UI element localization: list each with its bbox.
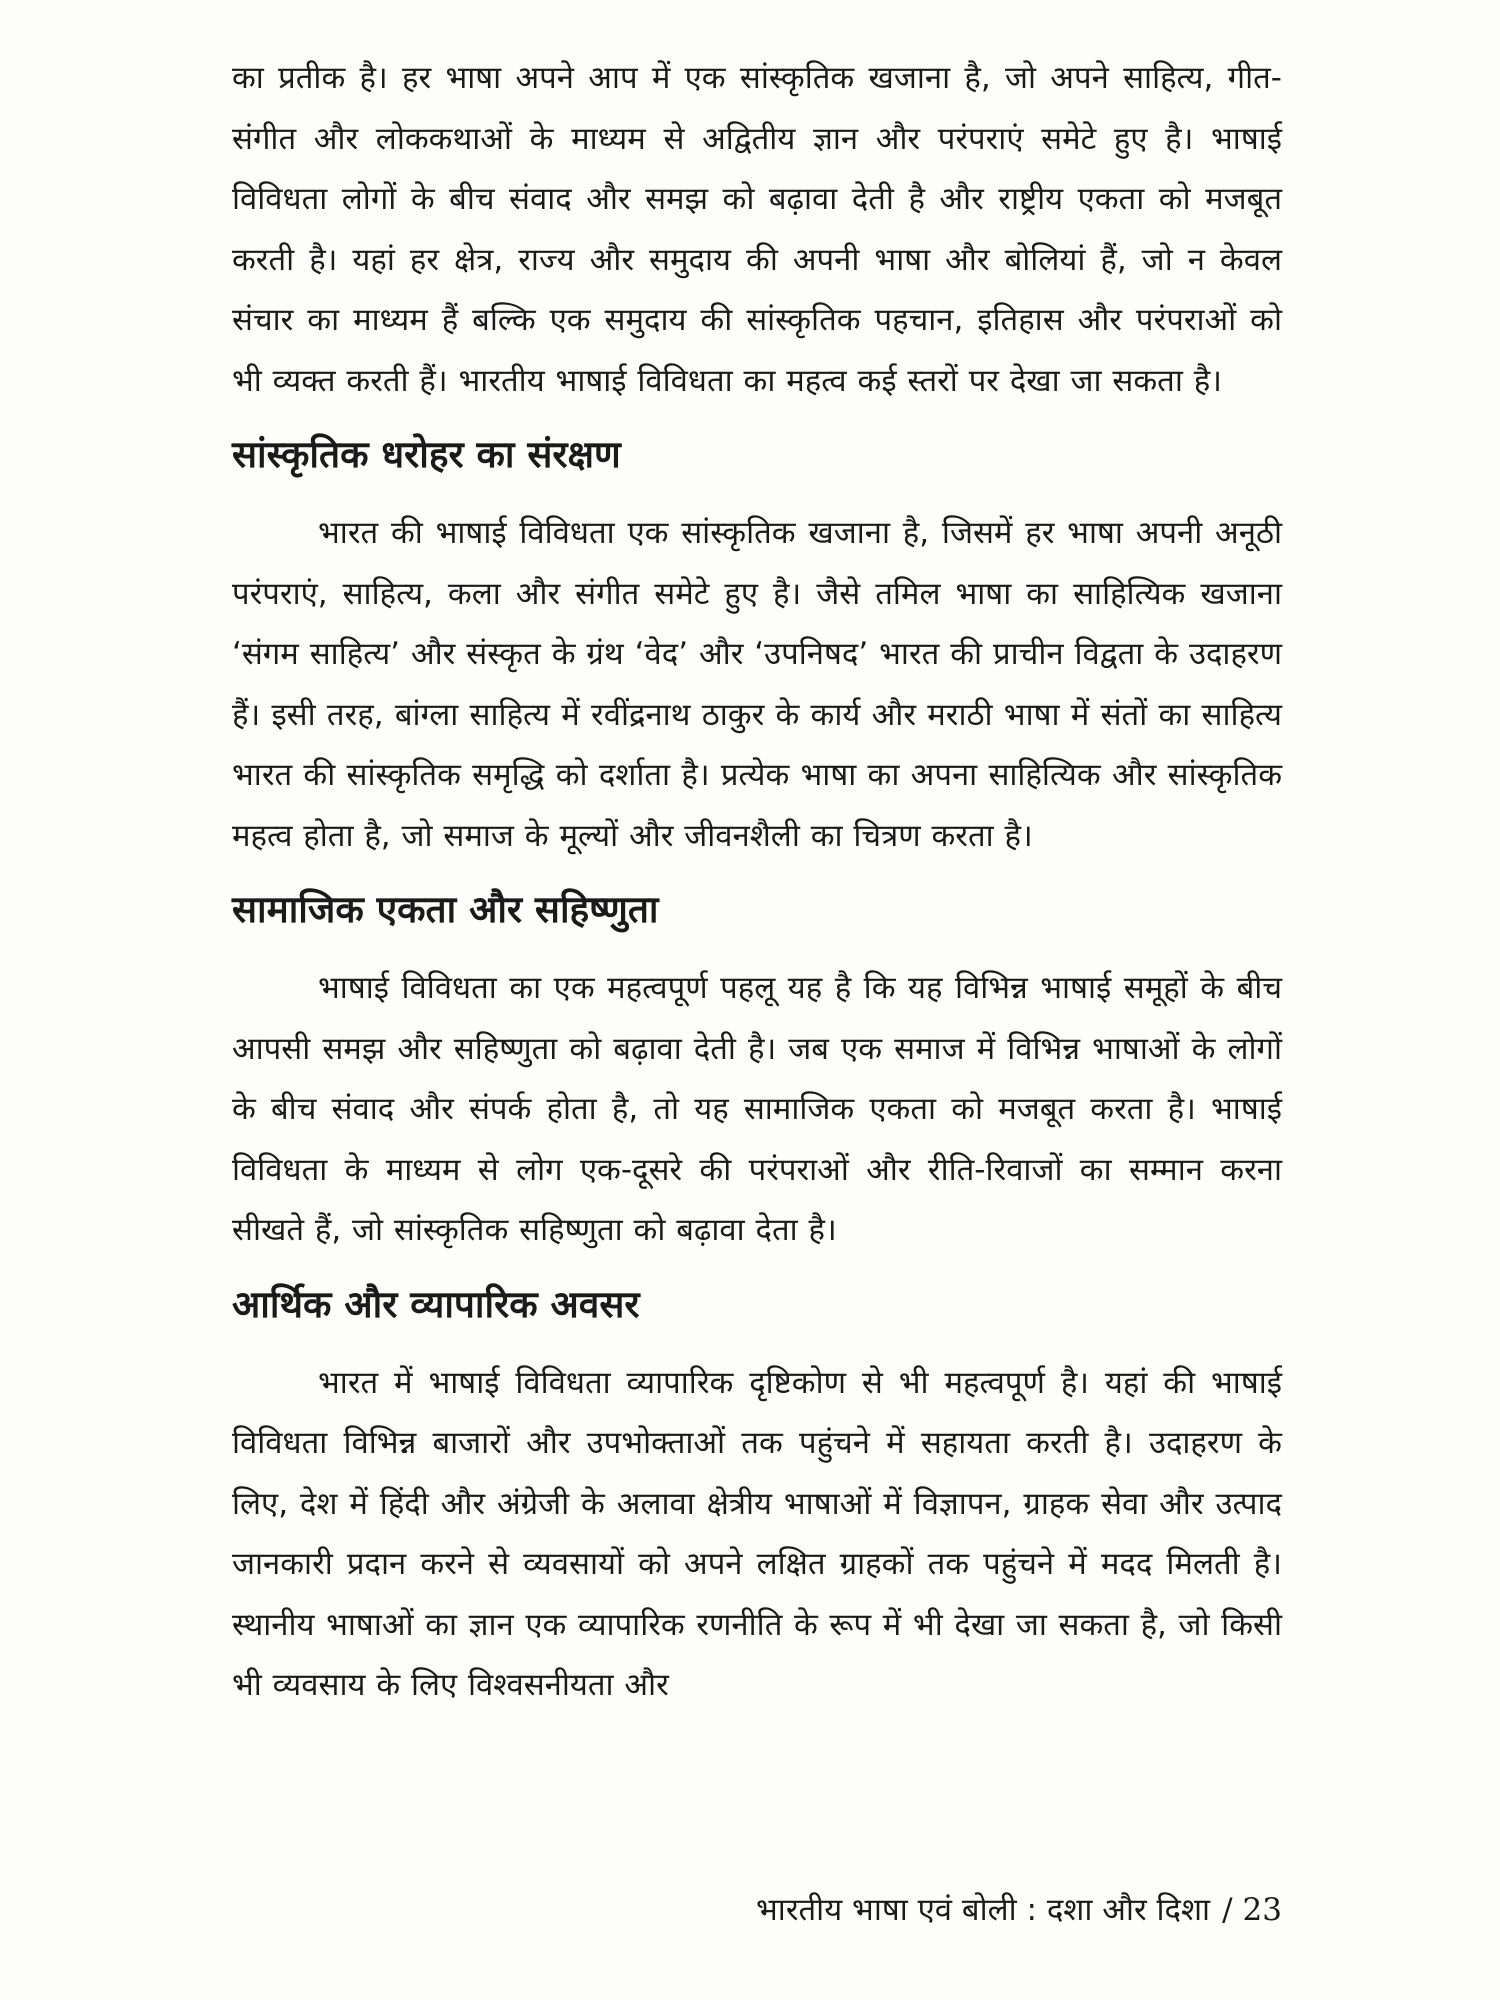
page-footer <box>232 1890 1282 1930</box>
section-heading-cultural-heritage: सांस्कृतिक धरोहर का संरक्षण <box>232 433 621 476</box>
page-number: 23 <box>1242 1892 1282 1928</box>
section-heading-social-unity: सामाजिक एकता और सहिष्णुता <box>232 888 659 931</box>
running-book-title: भारतीय भाषा एवं बोली : दशा और दिशा <box>756 1892 1211 1928</box>
section-paragraph-social-unity: भाषाई विविधता का एक महत्वपूर्ण पहलू यह है कि यह विभिन्न भाषाई समूहों के बीच आपसी समझ और सहिष्णुता को बढ़ावा देती है। जब एक समाज में विभिन्न भाषाओं के लोगों के बीच संवाद और संपर्क होता है, तो यह सामाजिक एकता को मजबूत करता है। भाषाई विविधता के माध्यम से लोग एक-दूसरे की परंपराओं और रीति-रिवाजों का सम्मान करना सीखते हैं, जो सांस्कृतिक सहिष्णुता को बढ़ावा देता है। <box>232 970 1282 1248</box>
page-body <box>232 48 1282 1716</box>
footer-separator: / <box>1222 1892 1233 1928</box>
section-heading-economic-opportunity: आर्थिक और व्यापारिक अवसर <box>232 1282 640 1326</box>
section-paragraph-cultural-heritage: भारत की भाषाई विविधता एक सांस्कृतिक खजाना है, जिसमें हर भाषा अपनी अनूठी परंपराएं, साहित्य, कला और संगीत समेटे हुए है। जैसे तमिल भाषा का साहित्यिक खजाना ‘संगम साहित्य’ और संस्कृत के ग्रंथ ‘वेद’ और ‘उपनिषद’ भारत की प्राचीन विद्वता के उदाहरण हैं। इसी तरह, बांग्ला साहित्य में रवींद्रनाथ ठाकुर के कार्य और मराठी भाषा में संतों का साहित्य भारत की सांस्कृतिक समृद्धि को दर्शाता है। प्रत्येक भाषा का अपना साहित्यिक और सांस्कृतिक महत्व होता है, जो समाज के मूल्यों और जीवनशैली का चित्रण करता है। <box>232 515 1282 854</box>
section-paragraph-economic-opportunity: भारत में भाषाई विविधता व्यापारिक दृष्टिकोण से भी महत्वपूर्ण है। यहां की भाषाई विविधता विभिन्न बाजारों और उपभोक्ताओं तक पहुंचने में सहायता करती है। उदाहरण के लिए, देश में हिंदी और अंग्रेजी के अलावा क्षेत्रीय भाषाओं में विज्ञापन, ग्राहक सेवा और उत्पाद जानकारी प्रदान करने से व्यवसायों को अपने लक्षित ग्राहकों तक पहुंचने में मदद मिलती है। स्थानीय भाषाओं का ज्ञान एक व्यापारिक रणनीति के रूप में भी देखा जा सकता है, जो किसी भी व्यवसाय के लिए विश्वसनीयता और <box>232 1364 1282 1703</box>
intro-paragraph: का प्रतीक है। हर भाषा अपने आप में एक सांस्कृतिक खजाना है, जो अपने साहित्य, गीत-संगीत और लोककथाओं के माध्यम से अद्वितीय ज्ञान और परंपराएं समेटे हुए है। भाषाई विविधता लोगों के बीच संवाद और समझ को बढ़ावा देती है और राष्ट्रीय एकता को मजबूत करती है। यहां हर क्षेत्र, राज्य और समुदाय की अपनी भाषा और बोलियां हैं, जो न केवल संचार का माध्यम हैं बल्कि एक समुदाय की सांस्कृतिक पहचान, इतिहास और परंपराओं को भी व्यक्त करती हैं। भारतीय भाषाई विविधता का महत्व कई स्तरों पर देखा जा सकता है। <box>232 60 1282 399</box>
